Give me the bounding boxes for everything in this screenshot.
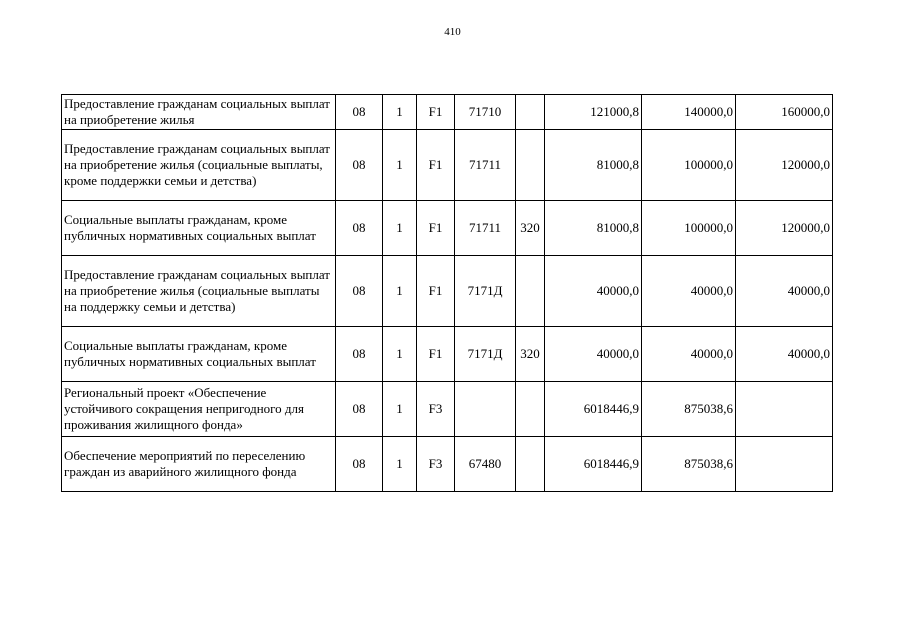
subsection-code: 1 — [383, 382, 417, 437]
amount-year-1: 81000,8 — [545, 130, 642, 201]
direction-code: 71710 — [455, 95, 516, 130]
section-code: 08 — [336, 256, 383, 327]
program-code: F1 — [417, 130, 455, 201]
section-code: 08 — [336, 382, 383, 437]
direction-code — [455, 382, 516, 437]
expense-type-code: 320 — [516, 201, 545, 256]
row-name: Предоставление гражданам социальных выплат на приобретение жилья (социальные выплаты на поддержку семьи и детства) — [62, 256, 336, 327]
amount-year-1: 40000,0 — [545, 327, 642, 382]
table-row — [62, 201, 833, 256]
table-row — [62, 130, 833, 201]
expense-type-code — [516, 382, 545, 437]
amount-year-2: 875038,6 — [642, 382, 736, 437]
amount-year-2: 40000,0 — [642, 256, 736, 327]
expense-type-code — [516, 95, 545, 130]
amount-year-3: 40000,0 — [736, 256, 833, 327]
expense-type-code — [516, 130, 545, 201]
amount-year-2: 100000,0 — [642, 130, 736, 201]
direction-code: 67480 — [455, 437, 516, 492]
amount-year-2: 40000,0 — [642, 327, 736, 382]
amount-year-2: 875038,6 — [642, 437, 736, 492]
section-code: 08 — [336, 130, 383, 201]
page-number: 410 — [444, 26, 461, 38]
table-row — [62, 437, 833, 492]
expense-type-code — [516, 256, 545, 327]
amount-year-3 — [736, 382, 833, 437]
section-code: 08 — [336, 95, 383, 130]
amount-year-3: 120000,0 — [736, 130, 833, 201]
expense-type-code — [516, 437, 545, 492]
section-code: 08 — [336, 327, 383, 382]
row-name: Региональный проект «Обеспечение устойчивого сокращения непригодного для проживания жилищного фонда» — [62, 382, 336, 437]
subsection-code: 1 — [383, 437, 417, 492]
amount-year-1: 81000,8 — [545, 201, 642, 256]
amount-year-3 — [736, 437, 833, 492]
amount-year-1: 40000,0 — [545, 256, 642, 327]
amount-year-2: 140000,0 — [642, 95, 736, 130]
subsection-code: 1 — [383, 256, 417, 327]
section-code: 08 — [336, 201, 383, 256]
program-code: F3 — [417, 382, 455, 437]
row-name: Социальные выплаты гражданам, кроме публичных нормативных социальных выплат — [62, 327, 336, 382]
amount-year-3: 120000,0 — [736, 201, 833, 256]
amount-year-3: 40000,0 — [736, 327, 833, 382]
program-code: F3 — [417, 437, 455, 492]
amount-year-2: 100000,0 — [642, 201, 736, 256]
program-code: F1 — [417, 256, 455, 327]
row-name: Социальные выплаты гражданам, кроме публичных нормативных социальных выплат — [62, 201, 336, 256]
amount-year-1: 6018446,9 — [545, 437, 642, 492]
expense-type-code: 320 — [516, 327, 545, 382]
amount-year-1: 6018446,9 — [545, 382, 642, 437]
direction-code: 71711 — [455, 130, 516, 201]
table-row — [62, 382, 833, 437]
row-name: Обеспечение мероприятий по переселению граждан из аварийного жилищного фонда — [62, 437, 336, 492]
table-row — [62, 256, 833, 327]
program-code: F1 — [417, 327, 455, 382]
section-code: 08 — [336, 437, 383, 492]
direction-code: 7171Д — [455, 256, 516, 327]
subsection-code: 1 — [383, 327, 417, 382]
amount-year-1: 121000,8 — [545, 95, 642, 130]
program-code: F1 — [417, 95, 455, 130]
amount-year-3: 160000,0 — [736, 95, 833, 130]
budget-table — [61, 94, 833, 492]
row-name: Предоставление гражданам социальных выплат на приобретение жилья — [62, 95, 336, 130]
program-code: F1 — [417, 201, 455, 256]
table-row — [62, 95, 833, 130]
direction-code: 7171Д — [455, 327, 516, 382]
subsection-code: 1 — [383, 130, 417, 201]
direction-code: 71711 — [455, 201, 516, 256]
table-row — [62, 327, 833, 382]
subsection-code: 1 — [383, 201, 417, 256]
subsection-code: 1 — [383, 95, 417, 130]
row-name: Предоставление гражданам социальных выплат на приобретение жилья (социальные выплаты, кроме поддержки семьи и детства) — [62, 130, 336, 201]
